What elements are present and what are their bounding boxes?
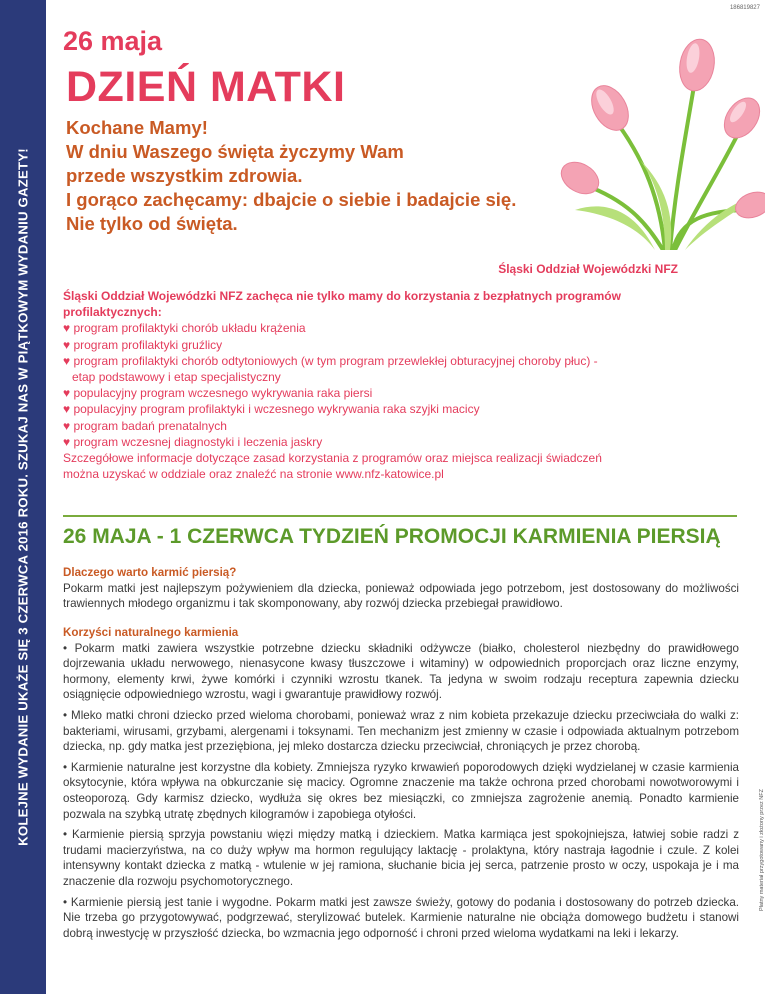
program-item: ♥ program profilaktyki gruźlicy: [63, 337, 223, 352]
why-text: Pokarm matki jest najlepszym pożywieniem dla dziecka, ponieważ odpowiada jego potrzebom, jest dostosowany do możliwości trawiennych młodego organizmu i tak skomponowany, aby rozwój dziecka przebiegał prawidłowo.: [63, 581, 739, 611]
why-heading: Dlaczego warto karmić piersią?: [63, 566, 237, 579]
benefit-paragraph: • Karmienie piersią jest tanie i wygodne. Pokarm matki jest zawsze świeży, gotowy do podania i dostosowany do potrzeb dziecka. Nie trzeba go przygotowywać, podgrzewać, sterylizować butelek. Karmienie naturalne nie obciąża domowego budżetu i stanowi dobrą inwestycję w przyszłość dziecka, bo wzmacnia jego odporność i chroni przed wieloma wydatkami na leki i lekarzy.: [63, 895, 739, 940]
program-item: ♥ program profilaktyki chorób odtytoniowych (w tym program przewlekłej obturacyjnej choroby płuc) -: [63, 353, 598, 368]
page-title: DZIEŃ MATKI: [66, 63, 346, 111]
section-divider: [63, 515, 737, 517]
greeting-line: I gorąco zachęcamy: dbajcie o siebie i badajcie się.: [66, 189, 517, 210]
tulips-illustration: [545, 10, 765, 250]
programs-info: można uzyskać w oddziale oraz znaleźć na stronie www.nfz-katowice.pl: [63, 467, 444, 482]
side-banner-text: KOLEJNE WYDANIE UKAŻE SIĘ 3 CZERWCA 2016 ROKU. SZUKAJ NAS W PIĄTKOWYM WYDANIU GAZETY!: [15, 148, 31, 846]
benefit-paragraph: • Karmienie naturalne jest korzystne dla kobiety. Zmniejsza ryzyko krwawień poporodowych dzięki wydzielanej w czasie karmienia oksytocynie, która wpływa na obkurczanie się macicy. Ogromne znaczenie ma także ochrona przed chorobami nowotworowymi i osteoporozą. Gdy karmisz dziecko, wydłuża się okres bez miesiączki, co zmniejsza zagrożenie anemią. Ponadto karmienie pozwala na szybką utratę zbędnych kilogramów i zapobiega otyłości.: [63, 760, 739, 821]
program-item: ♥ program badań prenatalnych: [63, 418, 227, 433]
side-banner: [0, 0, 46, 994]
benefits-section: [63, 625, 739, 946]
programs-lead: Śląski Oddział Wojewódzki NFZ zachęca nie tylko mamy do korzystania z bezpłatnych programów: [63, 289, 621, 303]
benefit-paragraph: • Mleko matki chroni dziecko przed wieloma chorobami, ponieważ wraz z nim kobieta przekazuje dziecku przeciwciała do walki z: bakteriami, wirusami, grzybami, alergenami i toksynami. Ten mechanizm jest zmienny w czasie i odpowiada aktualnym potrzebom dziecka, np. gdy matka jest przeziębiona, jej mleko dostarcza dziecku przeciwciał, chroniących je przez chorobą.: [63, 708, 739, 754]
section-heading: 26 MAJA - 1 CZERWCA TYDZIEŃ PROMOCJI KARMIENIA PIERSIĄ: [63, 525, 721, 548]
benefit-paragraph: • Karmienie piersią sprzyja powstaniu więzi między matką i dzieckiem. Matka karmiąca jest spokojniejsza, łatwiej sobie radzi z trudami macierzyństwa, na co duży wpływ ma hormon regulujący laktację - prolaktyna, który nastraja łagodnie i czule. Z kolei intensywny kontakt dziecka z matką - wtulenie w jej ramiona, słuchanie bicia jej serca, patrzenie prosto w oczy, uspokaja je i ma znaczenie dla rozwoju psychomotorycznego.: [63, 828, 739, 888]
event-date: 26 maja: [63, 26, 163, 56]
greeting-line: W dniu Waszego święta życzymy Wam: [66, 141, 404, 162]
greeting-line: przede wszystkim zdrowia.: [66, 165, 303, 186]
greeting-message: [66, 116, 516, 236]
benefits-heading: Korzyści naturalnego karmienia: [63, 626, 239, 639]
document-code: 186819827: [729, 5, 760, 11]
program-item: etap podstawowy i etap specjalistyczny: [72, 370, 281, 385]
program-item: ♥ program wczesnej diagnostyki i leczenia jaskry: [63, 434, 323, 449]
programs-list: [63, 288, 743, 482]
greeting-line: Nie tylko od święta.: [66, 213, 238, 234]
program-item: ♥ populacyjny program wczesnego wykrywania raka piersi: [63, 386, 373, 401]
benefit-paragraph: • Pokarm matki zawiera wszystkie potrzebne dziecku składniki odżywcze (białko, cholesterol niezbędny do prawidłowego dojrzewania układu nerwowego, nienasycone kwasy tłuszczowe i witaminy) w odpowiednich proporcjach oraz liczne enzymy, hormony, elementy krwi, żywe komórki i czynniki wzrostu tkanek. Ta jedyna w swoim rodzaju receptura zapewnia dziecku osiągnięcie odpowiedniego wzrostu, wagi i gwarantuje prawidłowy rozwój.: [63, 641, 739, 702]
why-section: [63, 565, 739, 612]
signature: Śląski Oddział Wojewódzki NFZ: [498, 262, 678, 276]
sponsor-note: Płatny materiał przygotowany i złożony przez NFZ: [759, 789, 765, 911]
program-item: ♥ populacyjny program profilaktyki i wczesnego wykrywania raka szyjki macicy: [63, 402, 480, 417]
programs-info: Szczegółowe informacje dotyczące zasad korzystania z programów oraz miejsca realizacji świadczeń: [63, 451, 602, 466]
programs-lead: profilaktycznych:: [63, 305, 162, 320]
greeting-line: Kochane Mamy!: [66, 117, 208, 138]
program-item: ♥ program profilaktyki chorób układu krążenia: [63, 321, 306, 336]
